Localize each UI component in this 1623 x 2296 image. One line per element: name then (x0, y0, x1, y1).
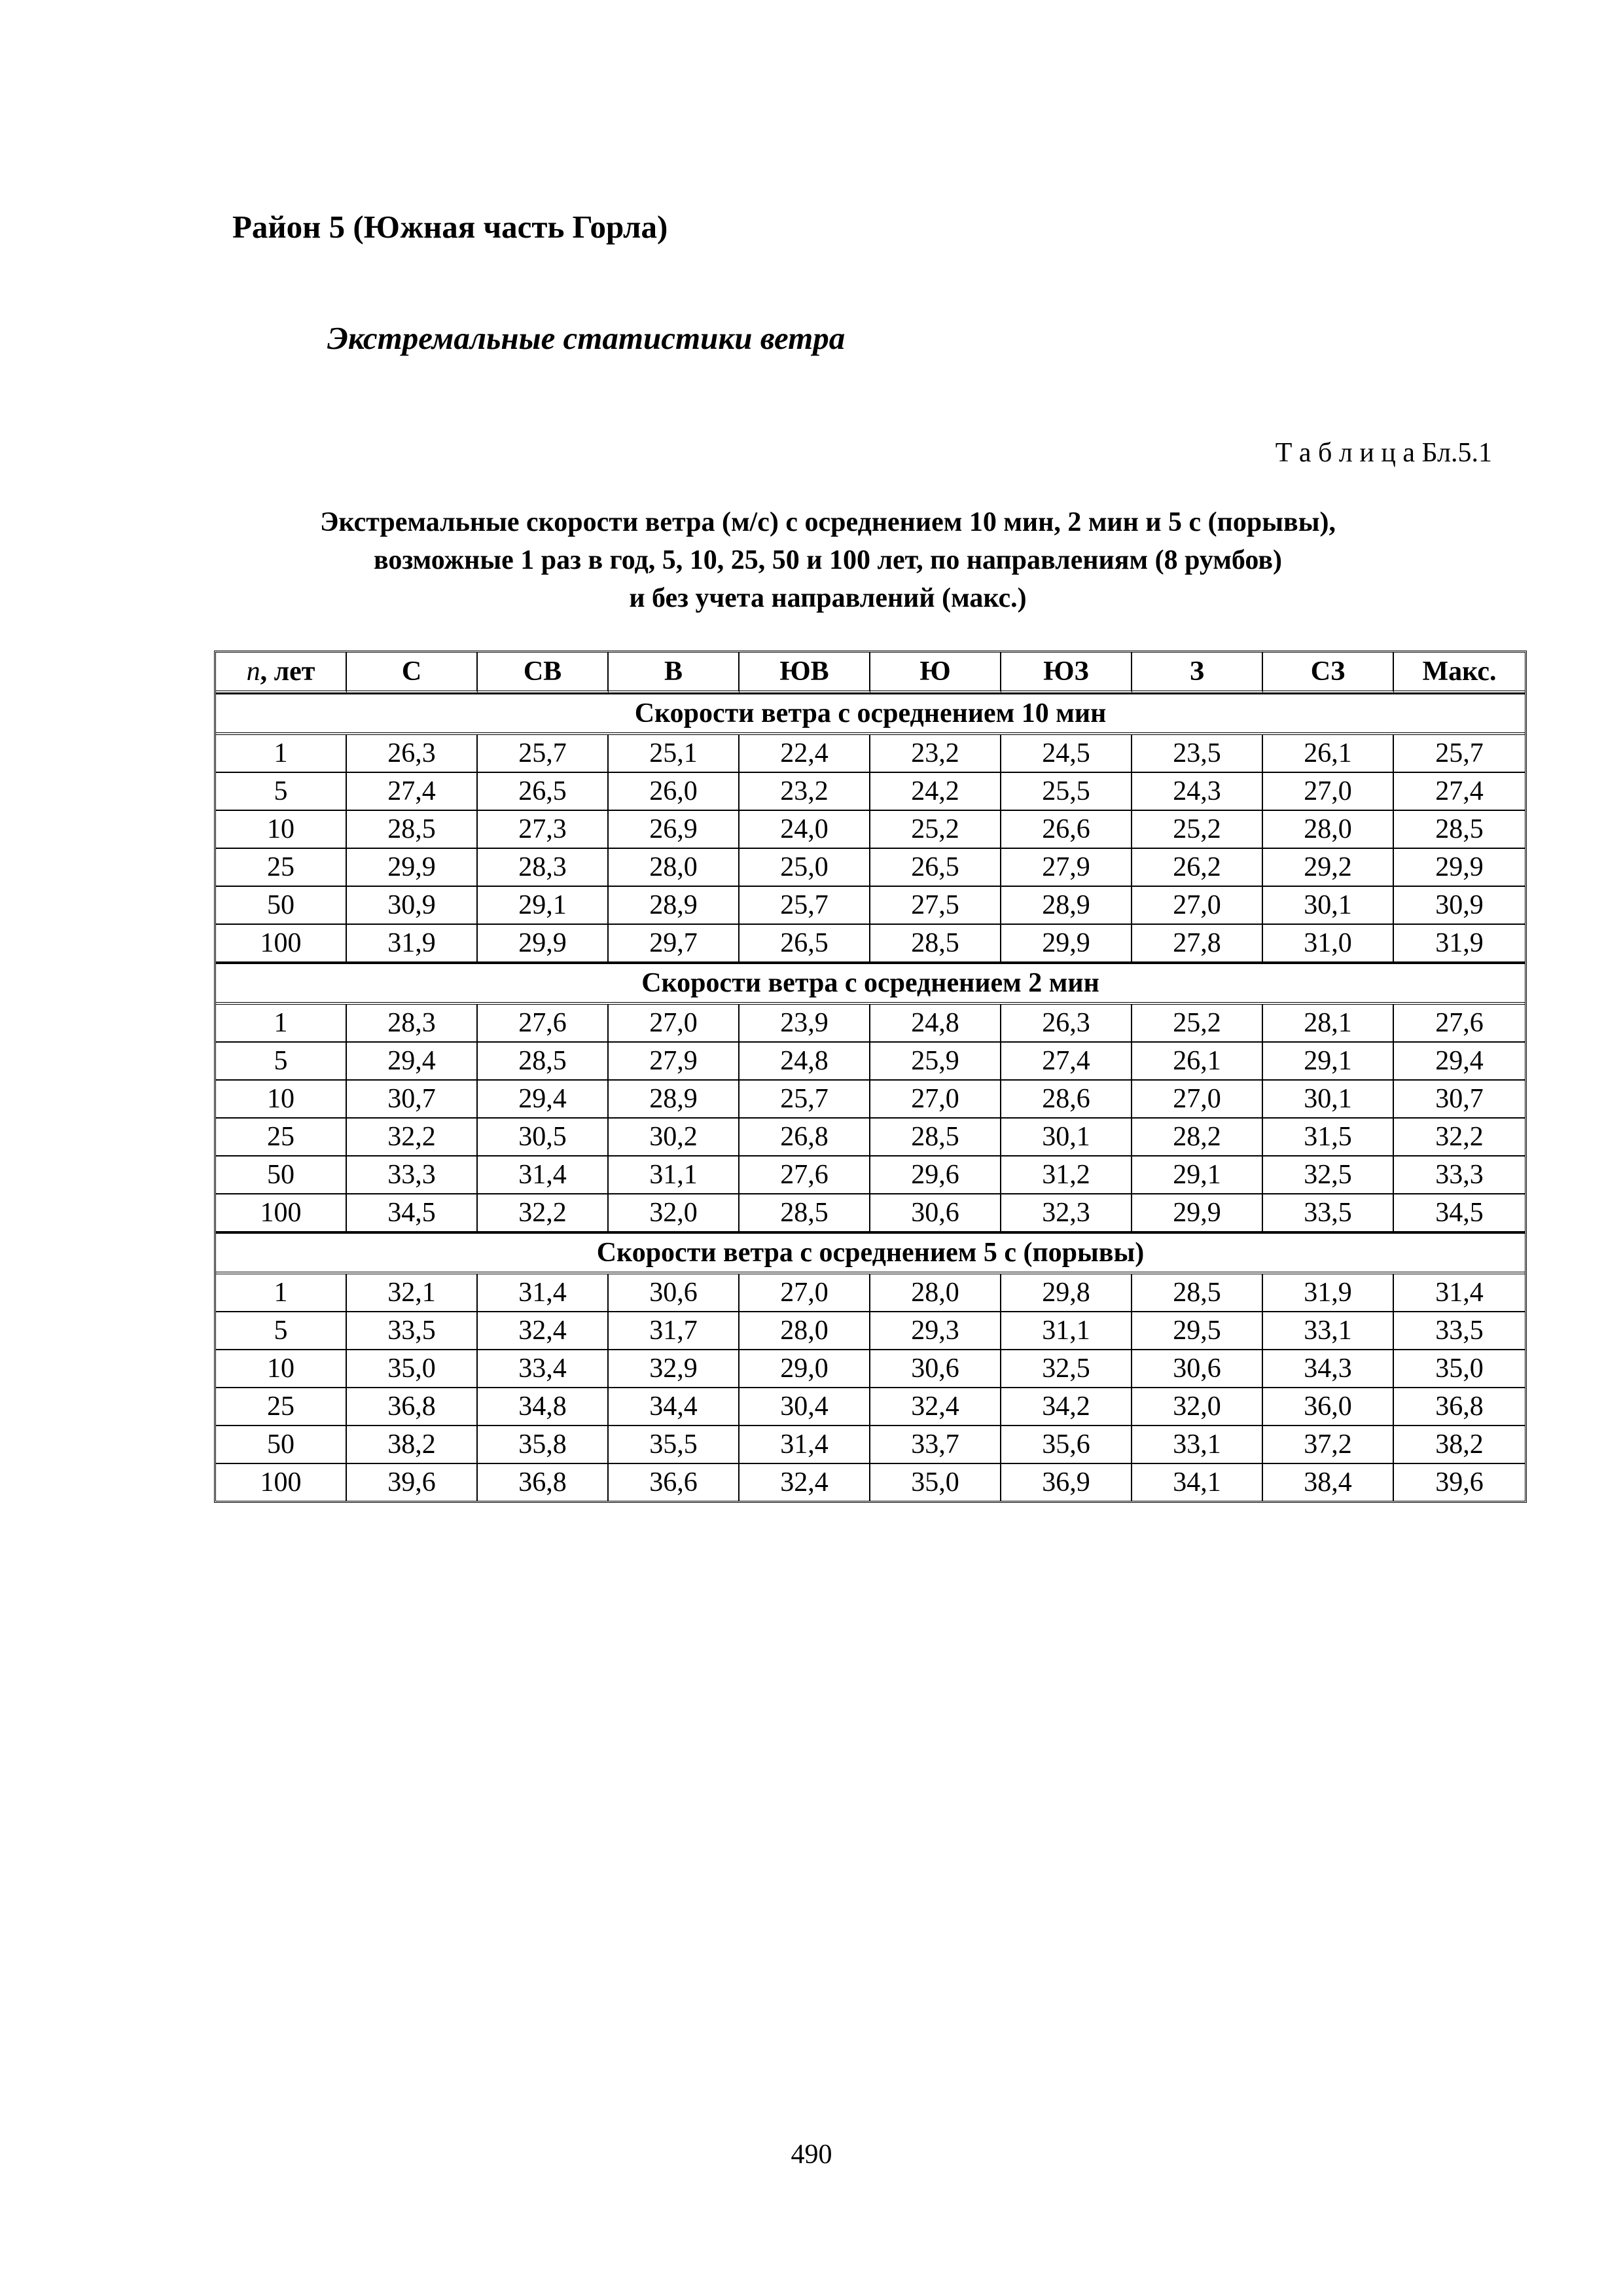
speed-cell: 27,6 (478, 1005, 609, 1043)
speed-cell: 35,0 (347, 1350, 478, 1388)
speed-cell: 28,5 (740, 1194, 870, 1232)
speed-cell: 30,6 (1132, 1350, 1263, 1388)
speed-cell: 35,8 (478, 1426, 609, 1464)
header-period-symbol: n (246, 656, 260, 687)
speed-cell: 25,9 (870, 1043, 1001, 1081)
speed-cell: 29,4 (478, 1081, 609, 1119)
speed-cell: 32,3 (1001, 1194, 1132, 1232)
speed-cell: 24,5 (1001, 735, 1132, 773)
speed-cell: 24,0 (740, 811, 870, 849)
period-cell: 5 (216, 1312, 347, 1350)
speed-cell: 28,0 (870, 1274, 1001, 1312)
speed-cell: 25,0 (740, 849, 870, 887)
speed-cell: 33,5 (1263, 1194, 1394, 1232)
speed-cell: 28,0 (609, 849, 740, 887)
speed-cell: 33,4 (478, 1350, 609, 1388)
speed-cell: 29,4 (347, 1043, 478, 1081)
speed-cell: 33,3 (347, 1157, 478, 1194)
page-heading: Район 5 (Южная часть Горла) (232, 209, 668, 245)
section-row (216, 693, 1525, 735)
speed-cell: 30,2 (609, 1119, 740, 1157)
speed-cell: 27,6 (1394, 1005, 1525, 1043)
speed-cell: 29,2 (1263, 849, 1394, 887)
header-direction: СЗ (1263, 653, 1394, 693)
header-direction: С (347, 653, 478, 693)
speed-cell: 26,2 (1132, 849, 1263, 887)
speed-cell: 26,9 (609, 811, 740, 849)
speed-cell: 31,9 (1394, 925, 1525, 963)
speed-cell: 30,6 (870, 1194, 1001, 1232)
speed-cell: 24,8 (740, 1043, 870, 1081)
speed-cell: 25,1 (609, 735, 740, 773)
speed-cell: 28,0 (740, 1312, 870, 1350)
speed-cell: 34,5 (347, 1194, 478, 1232)
speed-cell: 29,0 (740, 1350, 870, 1388)
period-cell: 50 (216, 887, 347, 925)
speed-cell: 23,2 (870, 735, 1001, 773)
speed-cell: 26,5 (740, 925, 870, 963)
speed-cell: 25,7 (1394, 735, 1525, 773)
header-max: Макс. (1394, 653, 1525, 693)
speed-cell: 32,5 (1001, 1350, 1132, 1388)
speed-cell: 28,5 (478, 1043, 609, 1081)
table-row (216, 735, 1525, 773)
speed-cell: 34,4 (609, 1388, 740, 1426)
speed-cell: 29,9 (1394, 849, 1525, 887)
speed-cell: 36,0 (1263, 1388, 1394, 1426)
speed-cell: 39,6 (1435, 1467, 1484, 1498)
speed-cell: 29,3 (870, 1312, 1001, 1350)
speed-cell: 32,0 (1132, 1388, 1263, 1426)
speed-cell: 31,1 (609, 1157, 740, 1194)
table-header-row (216, 653, 1525, 693)
speed-cell: 35,0 (870, 1464, 1001, 1501)
speed-cell: 30,9 (1394, 887, 1525, 925)
speed-cell: 25,7 (740, 1081, 870, 1119)
speed-cell: 27,8 (1132, 925, 1263, 963)
speed-cell: 22,4 (740, 735, 870, 773)
speed-cell: 23,5 (1132, 735, 1263, 773)
speed-cell: 32,1 (347, 1274, 478, 1312)
page-number: 490 (791, 2140, 832, 2170)
speed-cell: 28,5 (870, 1119, 1001, 1157)
speed-cell: 34,8 (478, 1388, 609, 1426)
caption-line: и без учета направлений (макс.) (629, 583, 1027, 613)
speed-cell: 26,0 (609, 773, 740, 811)
table-row (216, 1119, 1525, 1157)
speed-cell: 35,5 (609, 1426, 740, 1464)
table-row (216, 1005, 1525, 1043)
speed-cell: 29,9 (478, 925, 609, 963)
table-caption (196, 504, 1459, 618)
speed-cell: 29,9 (1132, 1194, 1263, 1232)
period-cell: 25 (216, 1388, 347, 1426)
speed-cell: 26,5 (478, 773, 609, 811)
speed-cell: 38,2 (1394, 1426, 1525, 1464)
speed-cell: 28,5 (1394, 811, 1525, 849)
speed-cell: 29,9 (1001, 925, 1132, 963)
speed-cell: 38,4 (1263, 1464, 1394, 1501)
speed-cell: 32,5 (1263, 1157, 1394, 1194)
speed-cell: 26,1 (1263, 735, 1394, 773)
period-cell: 10 (216, 811, 347, 849)
speed-cell: 32,9 (609, 1350, 740, 1388)
period-cell: 5 (216, 773, 347, 811)
table-row (216, 1464, 1525, 1501)
speed-cell: 30,1 (1263, 1081, 1394, 1119)
speed-cell: 28,2 (1132, 1119, 1263, 1157)
speed-cell: 24,8 (870, 1005, 1001, 1043)
period-cell: 5 (216, 1043, 347, 1081)
speed-cell: 35,6 (1001, 1426, 1132, 1464)
table-row (216, 1274, 1525, 1312)
speed-cell: 27,0 (740, 1274, 870, 1312)
speed-cell: 27,0 (1263, 773, 1394, 811)
period-cell: 1 (216, 1274, 347, 1312)
speed-cell: 28,9 (609, 1081, 740, 1119)
period-cell: 1 (216, 1005, 347, 1043)
period-cell: 10 (216, 1081, 347, 1119)
speed-cell: 31,0 (1263, 925, 1394, 963)
speed-cell: 23,2 (740, 773, 870, 811)
speed-cell: 31,4 (478, 1157, 609, 1194)
speed-cell: 29,1 (1132, 1157, 1263, 1194)
speed-cell: 28,5 (870, 925, 1001, 963)
table-row (216, 1312, 1525, 1350)
period-cell: 25 (216, 1119, 347, 1157)
table-row (216, 1350, 1525, 1388)
header-period (216, 653, 347, 693)
speed-cell: 27,4 (347, 773, 478, 811)
section-subheading: Экстремальные статистики ветра (327, 320, 846, 356)
speed-cell: 26,8 (740, 1119, 870, 1157)
table-row (216, 1194, 1525, 1232)
speed-cell: 31,9 (1263, 1274, 1394, 1312)
speed-cell: 33,5 (1394, 1312, 1525, 1350)
table-row (216, 1081, 1525, 1119)
period-cell: 100 (216, 925, 347, 963)
section-row (216, 1232, 1525, 1274)
speed-cell: 37,2 (1263, 1426, 1394, 1464)
speed-cell: 27,9 (1001, 849, 1132, 887)
speed-cell: 26,3 (347, 735, 478, 773)
speed-cell: 30,1 (1001, 1119, 1132, 1157)
speed-cell: 25,2 (870, 811, 1001, 849)
speed-cell: 30,5 (478, 1119, 609, 1157)
period-cell: 100 (216, 1464, 347, 1501)
table-row (216, 1426, 1525, 1464)
speed-cell: 32,4 (478, 1312, 609, 1350)
table-body (216, 693, 1525, 1501)
table-row (216, 773, 1525, 811)
speed-cell: 28,1 (1263, 1005, 1394, 1043)
speed-cell: 27,4 (1394, 773, 1525, 811)
speed-cell: 34,1 (1132, 1464, 1263, 1501)
speed-cell: 32,4 (870, 1388, 1001, 1426)
speed-cell: 29,9 (347, 849, 478, 887)
speed-cell: 28,9 (1001, 887, 1132, 925)
speed-cell: 34,2 (1001, 1388, 1132, 1426)
speed-cell: 27,6 (740, 1157, 870, 1194)
section-title: Скорости ветра с осреднением 5 с (порывы) (216, 1232, 1525, 1274)
speed-cell: 30,7 (1394, 1081, 1525, 1119)
table-row (216, 887, 1525, 925)
speed-cell: 33,7 (870, 1426, 1001, 1464)
speed-cell: 26,3 (1001, 1005, 1132, 1043)
speed-cell: 27,0 (609, 1005, 740, 1043)
speed-cell: 27,0 (870, 1081, 1001, 1119)
speed-cell: 25,2 (1132, 811, 1263, 849)
speed-cell: 34,5 (1394, 1194, 1525, 1232)
table-row (216, 925, 1525, 963)
speed-cell: 29,8 (1001, 1274, 1132, 1312)
speed-cell: 32,2 (478, 1194, 609, 1232)
speed-cell: 25,7 (740, 887, 870, 925)
speed-cell: 31,9 (347, 925, 478, 963)
speed-cell: 28,0 (1263, 811, 1394, 849)
speed-cell: 31,4 (478, 1274, 609, 1312)
speed-cell: 24,3 (1132, 773, 1263, 811)
speed-cell: 27,0 (1132, 1081, 1263, 1119)
wind-speed-table (214, 651, 1527, 1503)
speed-cell: 32,2 (347, 1119, 478, 1157)
table-row (216, 849, 1525, 887)
speed-cell: 31,1 (1001, 1312, 1132, 1350)
table-row (216, 811, 1525, 849)
speed-cell: 29,1 (1263, 1043, 1394, 1081)
speed-cell: 31,2 (1001, 1157, 1132, 1194)
speed-cell: 29,1 (478, 887, 609, 925)
speed-cell: 30,1 (1263, 887, 1394, 925)
speed-cell: 26,6 (1001, 811, 1132, 849)
speed-cell: 30,6 (870, 1350, 1001, 1388)
header-direction: В (609, 653, 740, 693)
speed-cell: 32,4 (740, 1464, 870, 1501)
speed-cell: 28,6 (1001, 1081, 1132, 1119)
speed-cell: 30,4 (740, 1388, 870, 1426)
header-direction: З (1132, 653, 1263, 693)
speed-cell: 28,5 (347, 811, 478, 849)
speed-cell: 33,1 (1132, 1426, 1263, 1464)
speed-cell: 36,6 (609, 1464, 740, 1501)
speed-cell: 28,9 (609, 887, 740, 925)
speed-cell: 25,5 (1001, 773, 1132, 811)
period-cell: 100 (216, 1194, 347, 1232)
speed-cell: 34,3 (1263, 1350, 1394, 1388)
section-title: Скорости ветра с осреднением 2 мин (216, 963, 1525, 1005)
speed-cell: 30,6 (609, 1274, 740, 1312)
caption-line: Экстремальные скорости ветра (м/с) с осреднением 10 мин, 2 мин и 5 с (порывы), (320, 507, 1336, 537)
speed-cell: 23,9 (740, 1005, 870, 1043)
speed-cell: 36,8 (1394, 1388, 1525, 1426)
table-row (216, 1157, 1525, 1194)
speed-cell: 29,4 (1394, 1043, 1525, 1081)
caption-line: возможные 1 раз в год, 5, 10, 25, 50 и 100 лет, по направлениям (8 румбов) (373, 545, 1282, 575)
speed-cell: 33,3 (1394, 1157, 1525, 1194)
speed-cell: 27,0 (1132, 887, 1263, 925)
speed-cell: 25,2 (1132, 1005, 1263, 1043)
speed-cell: 33,5 (347, 1312, 478, 1350)
header-direction: Ю (870, 653, 1001, 693)
speed-cell: 35,0 (1394, 1350, 1525, 1388)
speed-cell: 31,4 (1394, 1274, 1525, 1312)
speed-cell: 29,7 (609, 925, 740, 963)
table-row (216, 1388, 1525, 1426)
table-label: Т а б л и ц а Бл.5.1 (1275, 438, 1492, 468)
period-cell: 50 (216, 1157, 347, 1194)
speed-cell: 36,8 (347, 1388, 478, 1426)
speed-cell: 32,0 (609, 1194, 740, 1232)
speed-cell: 27,4 (1001, 1043, 1132, 1081)
speed-cell: 29,5 (1132, 1312, 1263, 1350)
speed-cell: 30,9 (347, 887, 478, 925)
speed-cell: 28,3 (478, 849, 609, 887)
section-title: Скорости ветра с осреднением 10 мин (216, 693, 1525, 735)
header-period-unit: , лет (260, 656, 315, 687)
speed-cell: 39,6 (347, 1464, 478, 1501)
section-row (216, 963, 1525, 1005)
speed-cell: 28,3 (347, 1005, 478, 1043)
speed-cell: 27,5 (870, 887, 1001, 925)
speed-cell: 33,1 (1263, 1312, 1394, 1350)
speed-cell: 31,7 (609, 1312, 740, 1350)
speed-cell: 27,3 (478, 811, 609, 849)
speed-cell: 31,5 (1263, 1119, 1394, 1157)
period-cell: 1 (216, 735, 347, 773)
table-row (216, 1043, 1525, 1081)
period-cell: 10 (216, 1350, 347, 1388)
speed-cell: 38,2 (347, 1426, 478, 1464)
period-cell: 50 (216, 1426, 347, 1464)
speed-cell: 28,5 (1132, 1274, 1263, 1312)
header-direction: ЮЗ (1001, 653, 1132, 693)
speed-cell: 27,9 (609, 1043, 740, 1081)
speed-cell: 26,1 (1132, 1043, 1263, 1081)
header-direction: СВ (478, 653, 609, 693)
speed-cell: 30,7 (347, 1081, 478, 1119)
speed-cell: 31,4 (740, 1426, 870, 1464)
period-cell: 25 (216, 849, 347, 887)
speed-cell: 29,6 (870, 1157, 1001, 1194)
speed-cell: 24,2 (870, 773, 1001, 811)
speed-cell: 32,2 (1394, 1119, 1525, 1157)
speed-cell: 25,7 (478, 735, 609, 773)
header-direction: ЮВ (740, 653, 870, 693)
speed-cell: 26,5 (870, 849, 1001, 887)
speed-cell: 36,8 (478, 1464, 609, 1501)
speed-cell: 36,9 (1001, 1464, 1132, 1501)
